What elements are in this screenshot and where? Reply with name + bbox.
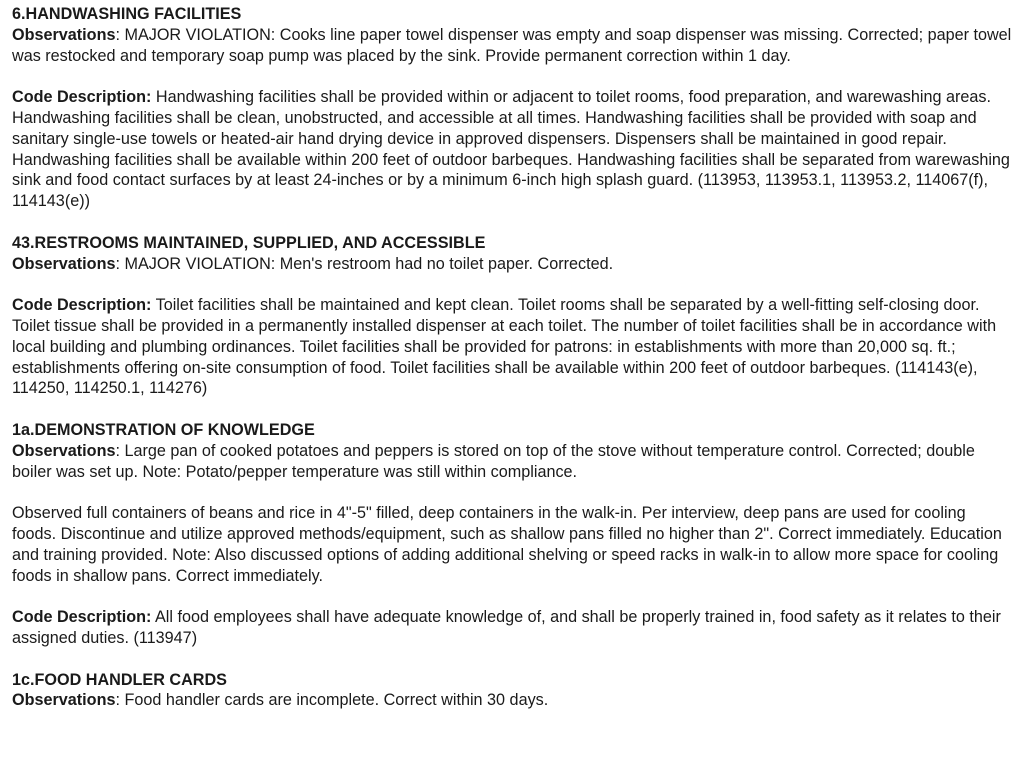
observations-separator: :	[115, 441, 125, 460]
violation-section-restrooms	[12, 233, 1012, 399]
observations-paragraph	[12, 25, 1012, 67]
observations-separator: :	[115, 691, 125, 710]
observations-paragraph	[12, 690, 1012, 711]
observations-text: Large pan of cooked potatoes and peppers is stored on top of the stove without temperature control. Corrected; double boiler was set up. Note: Potato/pepper temperature was still within compliance.	[12, 441, 975, 481]
observations-separator: :	[115, 25, 125, 44]
observations-text: MAJOR VIOLATION: Cooks line paper towel dispenser was empty and soap dispenser was missing. Corrected; paper towel was restocked and temporary soap pump was placed by the sink. Provide permanent correction within 1 day.	[12, 25, 1012, 65]
section-title: 43.RESTROOMS MAINTAINED, SUPPLIED, AND ACCESSIBLE	[12, 233, 486, 252]
observations-text: MAJOR VIOLATION: Men's restroom had no toilet paper. Corrected.	[124, 254, 614, 273]
violation-section-food-handler-cards	[12, 670, 1012, 712]
code-description-text: Handwashing facilities shall be provided within or adjacent to toilet rooms, food preparation, and warewashing areas. Handwashing facilities shall be clean, unobstructed, and accessible at all times. Handwashing facilities shall be provided with soap and sanitary single-use towels or heated-air hand drying device in approved dispensers. Dispensers shall be maintained in good repair. Handwashing facilities shall be available within 200 feet of outdoor barbeques. Handwashing facilities shall be separated from warewashing sink and food contact surfaces by at least 24-inches or by a minimum 6-inch high splash guard. (113953, 113953.1, 113953.2, 114067(f), 114143(e))	[12, 88, 1010, 211]
code-description-paragraph	[12, 607, 1012, 649]
observations-separator: :	[115, 254, 125, 273]
observations-continued-paragraph: Observed full containers of beans and rice in 4"-5" filled, deep containers in the walk-in. Per interview, deep pans are used for cooling foods. Discontinue and utilize approved methods/equipment, such as shallow pans filled no higher than 2". Correct immediately. Education and training provided. Note: Also discussed options of adding additional shelving or speed racks in walk-in to allow more space for cooling foods in shallow pans. Correct immediately.	[12, 504, 1002, 585]
section-title: 6.HANDWASHING FACILITIES	[12, 5, 242, 23]
section-title: 1c.FOOD HANDLER CARDS	[12, 670, 227, 689]
code-description-label: Code Description:	[12, 608, 152, 627]
observations-paragraph	[12, 254, 1012, 275]
violation-section-knowledge	[12, 420, 1012, 649]
code-description-label: Code Description:	[12, 296, 152, 315]
observations-label: Observations	[12, 441, 116, 460]
observations-text: Food handler cards are incomplete. Correct within 30 days.	[124, 691, 549, 710]
observations-label: Observations	[12, 691, 116, 710]
code-description-text: Toilet facilities shall be maintained and kept clean. Toilet rooms shall be separated by a well-fitting self-closing door. Toilet tissue shall be provided in a permanently installed dispenser at each toilet. The number of toilet facilities shall be in accordance with local building and plumbing ordinances. Toilet facilities shall be provided for patrons: in establishments with more than 20,000 sq. ft.; establishments offering on-site consumption of food. Toilet facilities shall be available within 200 feet of outdoor barbeques. (114143(e), 114250, 114250.1, 114276)	[12, 296, 997, 398]
code-description-label: Code Description:	[12, 88, 152, 107]
observations-label: Observations	[12, 254, 116, 273]
code-description-paragraph	[12, 295, 1012, 399]
violation-section-handwashing	[12, 4, 1012, 212]
code-description-text: All food employees shall have adequate knowledge of, and shall be properly trained in, food safety as it relates to their assigned duties. (113947)	[12, 608, 1001, 647]
code-description-paragraph	[12, 87, 1012, 212]
observations-paragraph	[12, 441, 1012, 483]
section-title: 1a.DEMONSTRATION OF KNOWLEDGE	[12, 420, 315, 439]
observations-label: Observations	[12, 25, 116, 44]
